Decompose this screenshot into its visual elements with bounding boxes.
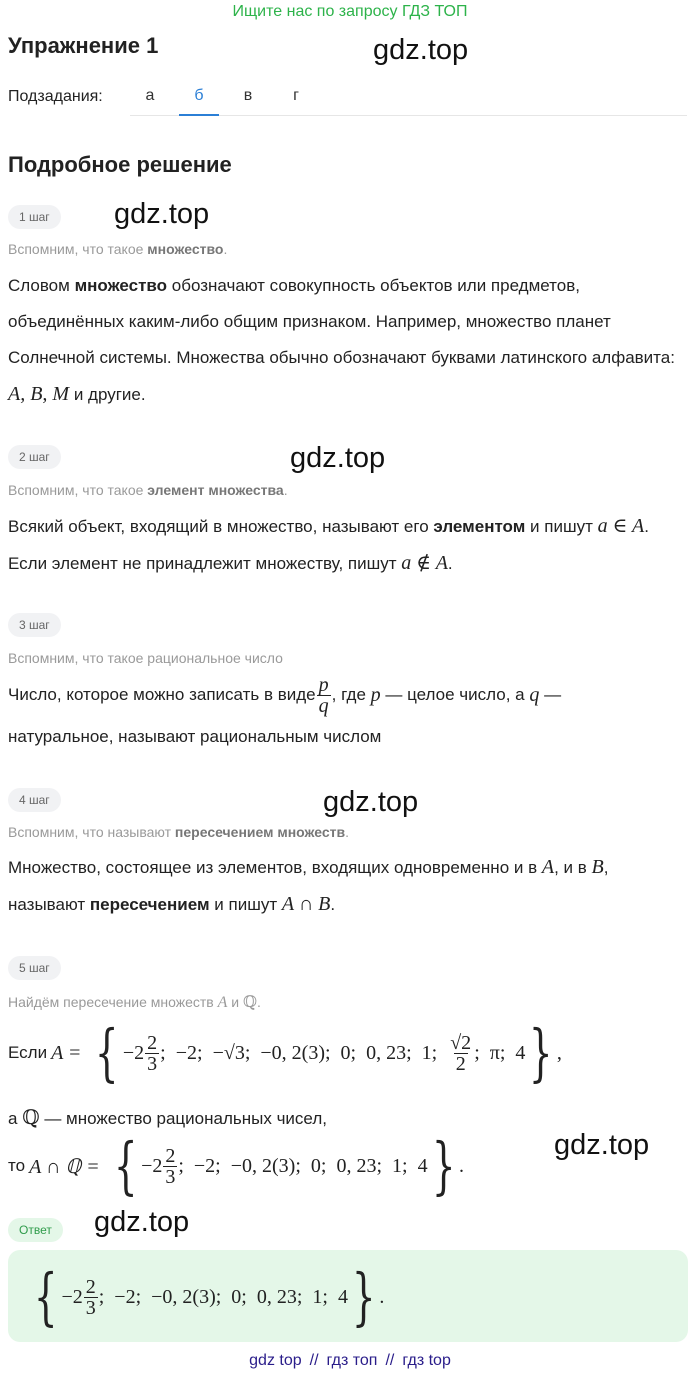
step-hint: Вспомним, что такое множество.	[8, 241, 228, 257]
right-brace: }	[431, 1129, 456, 1202]
answer-box	[8, 1250, 688, 1342]
section-title: Подробное решение	[8, 152, 232, 177]
subtasks-label: Подзадания:	[8, 88, 103, 105]
answer-set: { −2 $\frac{2}{3}$ ; −2; −0, 2(3); 0; 0, 23; 1; 4 } .	[33, 1260, 385, 1333]
footer-link[interactable]: gdz top	[249, 1352, 302, 1369]
fraction: $\frac{2}{3}$	[85, 1275, 96, 1319]
left-brace: {	[33, 1260, 58, 1333]
step-badge: 5 шаг	[8, 956, 61, 980]
step-badge: 1 шаг	[8, 205, 61, 229]
step-text: Всякий объект, входящий в множество, называют его элементом и пишут a ∈ A. Если элемент не принадлежит множеству, пишут a ∉ A.	[8, 515, 649, 574]
fraction: $\frac{√2}{2}$	[450, 1031, 472, 1075]
step-text-line: натуральное, называют рациональным числом	[8, 727, 382, 746]
step-badge: 2 шаг	[8, 445, 61, 469]
watermark: gdz.top	[114, 198, 210, 230]
step-text-line: а ℚ — множество рациональных чисел,	[8, 1107, 327, 1129]
footer-links: gdz top // гдз топ // гдз top	[249, 1352, 451, 1369]
watermark: gdz.top	[373, 34, 469, 66]
subtask-tabs	[130, 79, 687, 116]
step-badge: 4 шаг	[8, 788, 61, 812]
right-brace: }	[529, 1016, 553, 1089]
step-badge: 3 шаг	[8, 613, 61, 637]
step-hint: Вспомним, что такое элемент множества.	[8, 482, 288, 498]
step-hint: Вспомним, что называют пересечением множеств.	[8, 824, 350, 840]
watermark: gdz.top	[94, 1206, 190, 1238]
answer-badge: Ответ	[8, 1218, 63, 1242]
watermark: gdz.top	[323, 786, 419, 818]
tab-a[interactable]: а	[145, 87, 155, 104]
exercise-title: Упражнение 1	[8, 33, 159, 58]
step-hint: Вспомним, что такое рациональное число	[8, 650, 283, 666]
footer-link[interactable]: гдз top	[402, 1352, 451, 1369]
step-text-line: называют пересечением и пишут A ∩ B.	[8, 893, 336, 915]
left-brace: {	[95, 1016, 119, 1089]
fraction: $\frac{p}{q}$	[318, 673, 329, 717]
search-banner: Ищите нас по запросу ГДЗ ТОП	[232, 3, 468, 20]
fraction: $\frac{2}{3}$	[147, 1031, 158, 1075]
tab-v[interactable]: в	[243, 87, 253, 104]
set-a-definition: Если A = { −2 $\frac{2}{3}$ ; −2; −√3; −0, 2(3); 0; 0, 23; 1; $\frac{√2}{2}$ ; π; 4 } ,	[8, 1016, 562, 1089]
left-brace: {	[113, 1129, 138, 1202]
tab-g[interactable]: г	[293, 87, 299, 104]
fraction: $\frac{2}{3}$	[165, 1144, 176, 1188]
right-brace: }	[351, 1260, 376, 1333]
watermark: gdz.top	[554, 1129, 650, 1161]
tab-b[interactable]: б	[179, 79, 219, 116]
intersection-result: то A ∩ ℚ = { −2 $\frac{2}{3}$ ; −2; −0, 2(3); 0; 0, 23; 1; 4 } .	[8, 1129, 465, 1202]
watermark: gdz.top	[290, 442, 386, 474]
step-text: Словом множество обозначают совокупность объектов или предметов, объединённых каким-либо общим признаком. Например, множество планет Солнечной системы. Множества обычно обозначают буквами латинского алфавита: A, B, M и другие.	[8, 276, 675, 405]
step-text-line: Множество, состоящее из элементов, входящих одновременно и в A, и в B,	[8, 856, 609, 878]
footer-link[interactable]: гдз топ	[326, 1352, 378, 1369]
step-text-line: Число, которое можно записать в виде $\frac{p}{q}$ , где p — целое число, а q —	[8, 673, 562, 717]
step-hint: Найдём пересечение множеств A и ℚ.	[8, 994, 261, 1011]
